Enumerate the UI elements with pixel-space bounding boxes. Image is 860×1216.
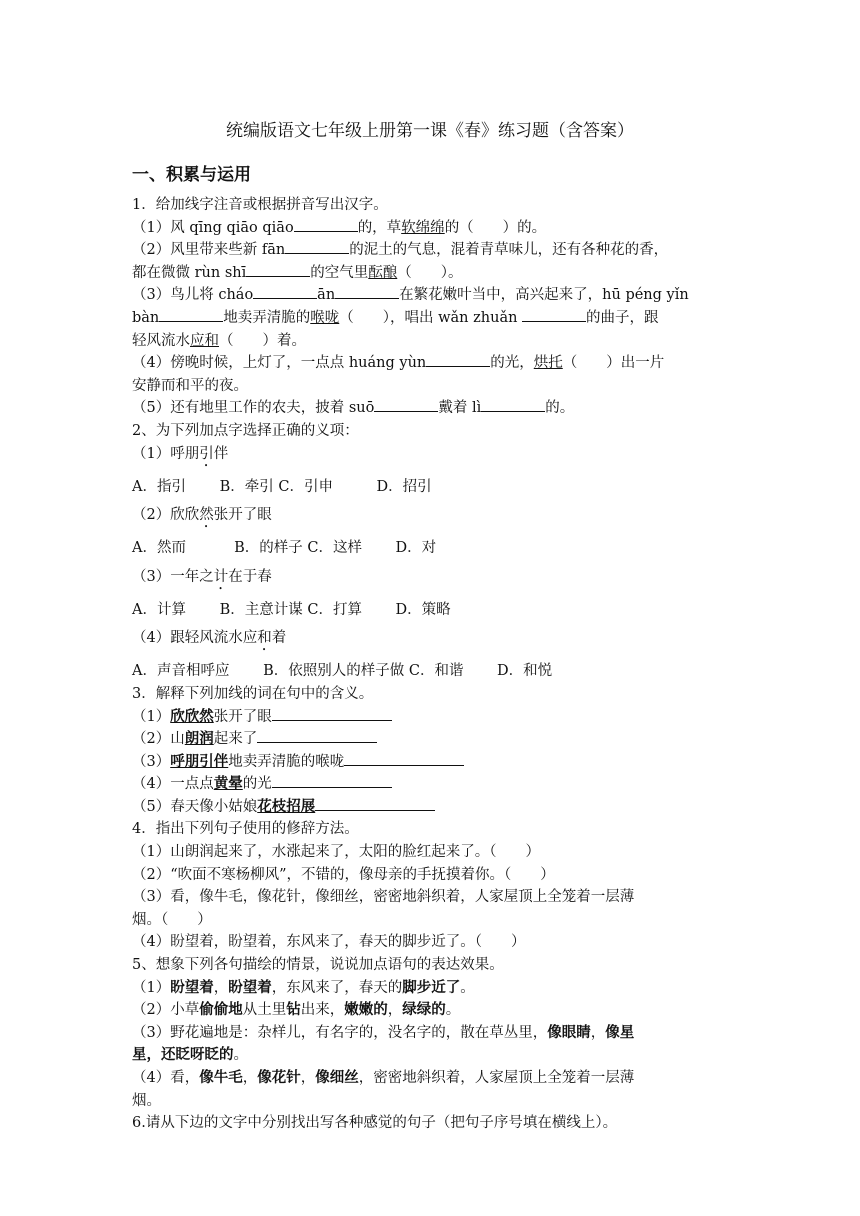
text: （ ）出一片 (562, 355, 665, 372)
q4-item-2: （2）“吹面不寒杨柳风”，不错的，像母亲的手抚摸着你。（ ） (132, 866, 555, 883)
answer-blank[interactable] (272, 773, 392, 788)
text: ān (317, 287, 336, 304)
text: ， (213, 979, 229, 996)
dotted-char: 引 (199, 445, 214, 462)
text: 戴着 lì (438, 400, 482, 417)
q1-item-2b (132, 262, 732, 285)
underlined-word: 朗润 (184, 730, 214, 748)
q2-item-4 (132, 627, 732, 654)
q4-item-3b: 烟。（ ） (132, 911, 212, 928)
text: 的泥土的气息，混着青草味儿，还有各种花的香， (349, 242, 669, 259)
underlined-word: 花枝招展 (257, 797, 316, 815)
bold-phrase: 盼望着 (170, 978, 214, 996)
text: （4）看， (132, 1070, 200, 1086)
bold-phrase: 绿绿的 (402, 1001, 446, 1019)
text: ， (387, 1002, 403, 1019)
q5-item-3a (132, 1022, 732, 1045)
text: （2）山 (132, 731, 185, 748)
q2-stem: 2、为下列加点字选择正确的义项： (132, 422, 359, 439)
text: ， (590, 1024, 606, 1041)
answer-blank[interactable] (159, 307, 223, 322)
answer-blank[interactable] (272, 706, 392, 721)
q3-item-4 (132, 773, 732, 796)
q3-item-1 (132, 706, 732, 729)
text: 在繁花嫩叶当中，高兴起来了，hū péng yǐn (399, 287, 689, 304)
text: （4）跟轻风流水应 (132, 630, 258, 647)
text: ， (300, 1070, 316, 1086)
underlined-word: 应和 (190, 332, 219, 349)
answer-blank[interactable] (246, 262, 310, 277)
text: （ ），唱出 wǎn zhuǎn (339, 309, 523, 326)
document-title: 统编版语文七年级上册第一课《春》练习题（含答案） (226, 121, 634, 141)
text: 。 (233, 1047, 248, 1064)
text: 地卖弄清脆的 (223, 309, 311, 326)
text: 在于春 (228, 568, 272, 585)
q2-options-1: A．指引 B．牵引 C．引申 D．招引 (132, 478, 432, 495)
text: 的，草 (357, 219, 402, 236)
q1-item-4a (132, 352, 732, 375)
text: 轻风流水 (132, 332, 190, 349)
q3-item-2 (132, 728, 732, 751)
underlined-word: 软绵绵 (401, 219, 445, 236)
q4-item-1: （1）山朗润起来了，水涨起来了，太阳的脸红起来了。（ ） (132, 844, 540, 861)
q2-item-2 (132, 504, 732, 531)
text: 伴 (213, 445, 229, 462)
q6-stem: 6.请从下边的文字中分别找出写各种感觉的句子（把句子序号填在横线上）。 (132, 1115, 618, 1132)
answer-blank[interactable] (285, 239, 349, 254)
q5-item-3b (132, 1044, 732, 1067)
text: ，东风来了，春天的 (271, 979, 403, 996)
answer-blank[interactable] (257, 728, 377, 743)
text: （2）小草 (132, 1002, 200, 1019)
answer-blank[interactable] (253, 284, 317, 299)
underlined-word: 喉咙 (310, 309, 340, 326)
q2-options-4: A．声音相呼应 B．依照别人的样子做 C．和谐 D．和悦 (132, 663, 553, 680)
bold-phrase: 像细丝 (315, 1069, 359, 1086)
text: （3）鸟儿将 cháo (132, 287, 254, 304)
answer-blank[interactable] (335, 284, 399, 299)
q1-item-3b (132, 307, 732, 330)
text: 都在微微 rùn shī (132, 264, 247, 281)
bold-phrase: 星，还眨呀眨的 (132, 1046, 234, 1064)
underlined-word: 呼朋引伴 (170, 752, 229, 770)
q4-item-3a: （3）看，像牛毛，像花针，像细丝，密密地斜织着，人家屋顶上全笼着一层薄 (132, 889, 635, 906)
text: （ ）。 (397, 264, 463, 281)
bold-phrase: 嫩嫩的 (344, 1001, 388, 1019)
text: 着 (271, 630, 287, 647)
q4-item-4: （4）盼望着，盼望着，东风来了，春天的脚步近了。（ ） (132, 934, 526, 951)
text: 的（ ）的。 (444, 219, 547, 236)
q2-options-2: A．然而 B．的样子 C．这样 D．对 (132, 540, 437, 557)
text: ， (242, 1070, 258, 1086)
answer-blank[interactable] (294, 217, 358, 232)
q1-item-3c (132, 330, 732, 353)
q1-item-1 (132, 217, 732, 240)
answer-blank[interactable] (522, 307, 586, 322)
text: 地卖弄清脆的喉咙 (228, 753, 345, 770)
text: 张开了眼 (213, 708, 272, 725)
section-heading: 一、积累与运用 (132, 165, 251, 185)
text: （1）呼朋 (132, 445, 200, 462)
bold-phrase: 像花针 (257, 1069, 301, 1086)
text: （5）还有地里工作的农夫，披着 suō (132, 400, 375, 417)
underlined-word: 烘托 (533, 355, 563, 372)
q1-item-2a (132, 239, 732, 262)
text: （2）欣欣 (132, 507, 200, 524)
text: 的空气里 (310, 264, 369, 281)
bold-phrase: 钻 (286, 1001, 301, 1019)
text: （2）风里带来些新 fān (132, 242, 286, 259)
exercise-content (132, 194, 732, 1135)
text: （3）野花遍地是：杂样儿，有名字的，没名字的，散在草丛里， (132, 1024, 548, 1041)
text: 的曲子，跟 (586, 309, 659, 326)
answer-blank[interactable] (426, 352, 490, 367)
q4-stem: 4．指出下列句子使用的修辞方法。 (132, 821, 359, 838)
dotted-char: 计 (213, 568, 229, 585)
q5-item-4b: 烟。 (132, 1092, 161, 1109)
q1-item-4b: 安静而和平的夜。 (132, 377, 248, 394)
text: 出来， (300, 1002, 345, 1019)
q2-item-3 (132, 566, 732, 593)
q3-stem: 3．解释下列加线的词在句中的含义。 (132, 685, 374, 702)
bold-phrase: 像眼睛 (547, 1023, 591, 1041)
text: （1） (132, 708, 171, 725)
answer-blank[interactable] (344, 751, 464, 766)
text: （1） (132, 979, 171, 996)
text: （1）风 qīng qiāo qiāo (132, 219, 294, 236)
bold-phrase: 偷偷地 (199, 1001, 243, 1019)
answer-blank[interactable] (374, 397, 438, 412)
answer-blank[interactable] (481, 397, 545, 412)
q1-stem: 1．给加线字注音或根据拼音写出汉字。 (132, 197, 388, 213)
text: ，密密地斜织着，人家屋顶上全笼着一层薄 (358, 1070, 635, 1086)
text: （3）一年之 (132, 568, 214, 585)
text: 的光， (490, 355, 534, 372)
q5-item-4a (132, 1067, 732, 1090)
text: （ ）着。 (219, 332, 306, 349)
text: 的光 (242, 776, 272, 793)
q5-stem: 5、想象下列各句描绘的情景，说说加点语句的表达效果。 (132, 957, 504, 974)
text: 从土里 (242, 1002, 287, 1019)
text: 。 (460, 979, 475, 996)
q1-item-5 (132, 397, 732, 420)
text: （4）傍晚时候，上灯了，一点点 huáng yùn (132, 355, 427, 372)
bold-phrase: 盼望着 (228, 978, 272, 996)
q5-item-1 (132, 977, 732, 1000)
q5-item-2 (132, 999, 732, 1022)
dotted-char: 然 (199, 507, 214, 524)
q3-item-3 (132, 751, 732, 774)
dotted-char: 和 (257, 630, 272, 647)
bold-phrase: 脚步近了 (402, 978, 461, 996)
text: bàn (132, 309, 160, 326)
text: 起来了 (213, 731, 258, 748)
underlined-word: 黄晕 (213, 775, 243, 793)
text: 的。 (545, 400, 575, 417)
bold-phrase: 像牛毛 (199, 1069, 243, 1086)
text: 张开了眼 (213, 507, 272, 524)
q2-item-1 (132, 443, 732, 470)
bold-phrase: 像星 (605, 1023, 635, 1041)
text: 。 (445, 1002, 461, 1019)
text: （4）一点点 (132, 776, 214, 793)
q1-item-3a (132, 284, 732, 307)
text: （5）春天像小姑娘 (132, 798, 258, 815)
underlined-word: 酝酿 (368, 264, 398, 281)
underlined-word: 欣欣然 (170, 707, 214, 725)
text: （3） (132, 753, 171, 770)
answer-blank[interactable] (315, 796, 435, 811)
q2-options-3: A．计算 B．主意计谋 C．打算 D．策略 (132, 601, 451, 618)
q3-item-5 (132, 796, 732, 819)
